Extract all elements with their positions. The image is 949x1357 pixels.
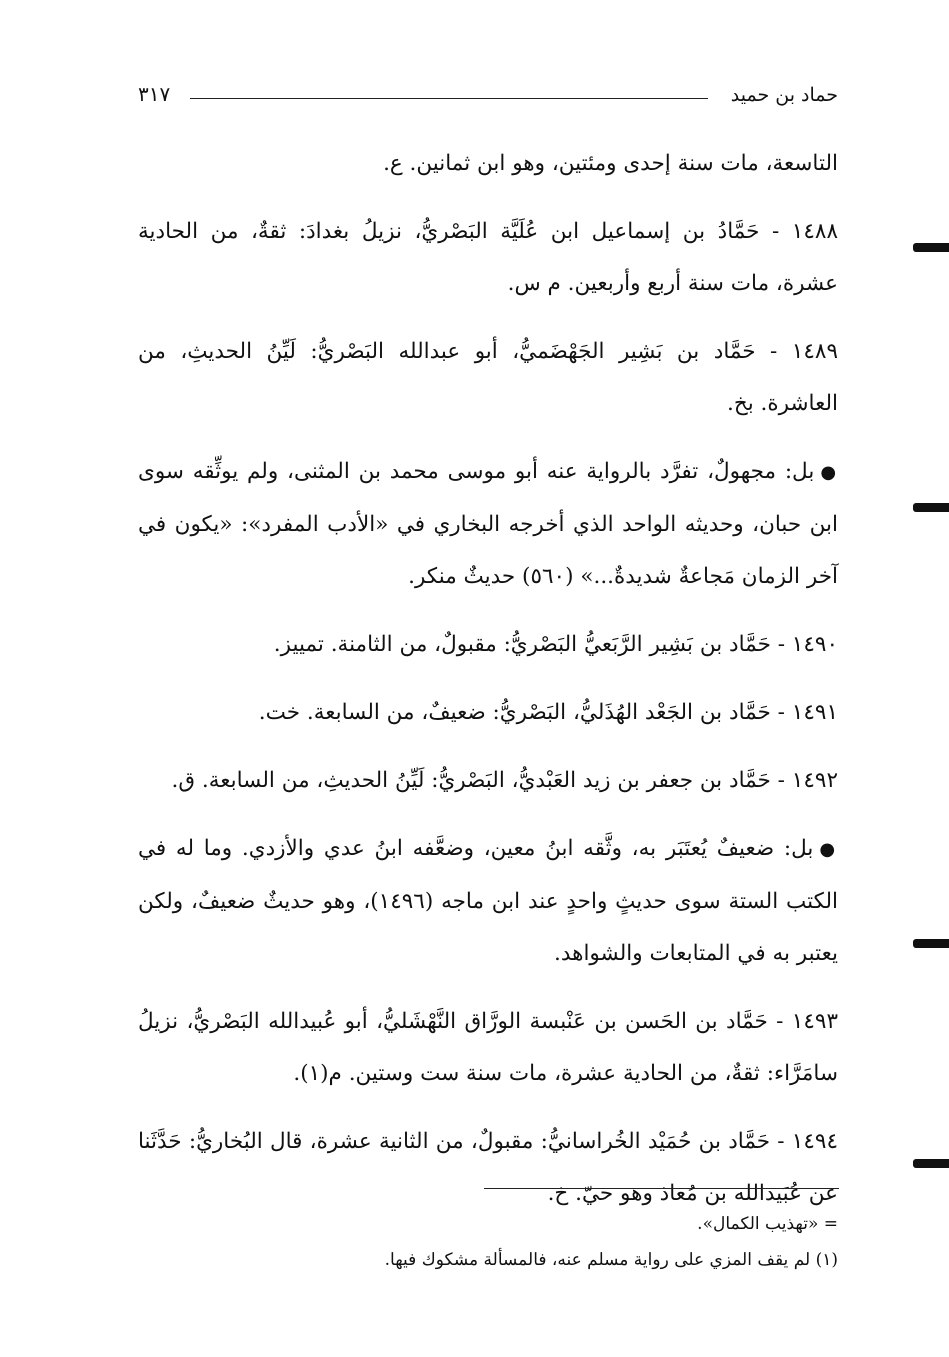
margin-scan-mark	[913, 939, 949, 948]
footnote-separator	[484, 1188, 839, 1189]
page-header	[138, 84, 838, 112]
margin-scan-mark	[913, 1159, 949, 1168]
entry-1494: ١٤٩٤ - حَمَّاد بن حُمَيْد الخُراسانيُّ: مقبولٌ، من الثانية عشرة، قال البُخاريُّ: حَدَّثَنا عن عُبَيدالله بن مُعاذ وهو حيّ. خ.	[138, 1129, 838, 1206]
margin-scan-mark	[913, 503, 949, 512]
entry-1489: ١٤٨٩ - حَمَّاد بن بَشِير الجَهْضَميُّ، أبو عبدالله البَصْريُّ: لَيِّنُ الحديثِ، من العاشرة. بخ.	[138, 339, 838, 416]
footnote-1: (١) لم يقف المزي على رواية مسلم عنه، فالمسألة مشكوك فيها.	[384, 1250, 838, 1270]
body-text	[138, 138, 838, 1236]
paragraph-continuation: التاسعة، مات سنة إحدى ومئتين، وهو ابن ثمانين. ع.	[383, 151, 838, 176]
editor-comment-1492	[138, 823, 838, 980]
entry-1491: ١٤٩١ - حَمَّاد بن الجَعْد الهُذَليُّ، البَصْريُّ: ضعيفٌ، من السابعة. خت.	[258, 700, 838, 725]
bullet-icon: ●	[820, 462, 838, 483]
comment-text: بل: ضعيفٌ يُعتَبَر به، وثَّقه ابنُ معين، وضعَّفه ابنُ عدي والأزدي. وما له في الكتب الستة سوى حديثٍ واحدٍ عند ابن ماجه (١٤٩٦)، وهو حديثٌ ضعيفٌ، ولكن يعتبر به في المتابعات والشواهد.	[138, 836, 838, 966]
bullet-icon: ●	[819, 839, 838, 860]
footnote-continuation: = «تهذيب الكمال».	[697, 1214, 838, 1234]
entry-1492: ١٤٩٢ - حَمَّاد بن جعفر بن زيد العَبْديُّ، البَصْريُّ: لَيِّنُ الحديثِ، من السابعة. ق.	[171, 768, 838, 793]
entry-1488: ١٤٨٨ - حَمَّادُ بن إسماعيل ابن عُلَيَّة البَصْريُّ، نزيلُ بغدادَ: ثقةٌ، من الحادية عشرة، مات سنة أربع وأربعين. م س.	[138, 219, 838, 296]
footnotes	[138, 1206, 838, 1278]
comment-text: بل: مجهولٌ، تفرَّد بالرواية عنه أبو موسى محمد بن المثنى، ولم يوثِّقه سوى ابن حبان، وحديثه الواحد الذي أخرجه البخاري في «الأدب المفرد»: «يكون في آخر الزمان مَجاعةٌ شديدةٌ...» (٥٦٠) حديثٌ منكر.	[138, 459, 838, 589]
running-title: حماد بن حميد	[730, 84, 838, 106]
margin-scan-mark	[913, 243, 949, 252]
header-rule	[190, 98, 708, 99]
editor-comment-1489	[138, 446, 838, 603]
page-number: ٣١٧	[138, 82, 171, 106]
entry-1490: ١٤٩٠ - حَمَّاد بن بَشِير الرَّبَعيُّ البَصْريُّ: مقبولٌ، من الثامنة. تمييز.	[273, 632, 838, 657]
entry-1493: ١٤٩٣ - حَمَّاد بن الحَسن بن عَنْبسة الورَّاق النَّهْشَليُّ، أبو عُبيدالله البَصْريُّ، نزيلُ سامَرَّاء: ثقةٌ، من الحادية عشرة، مات سنة ست وستين. م(١).	[138, 1009, 838, 1086]
